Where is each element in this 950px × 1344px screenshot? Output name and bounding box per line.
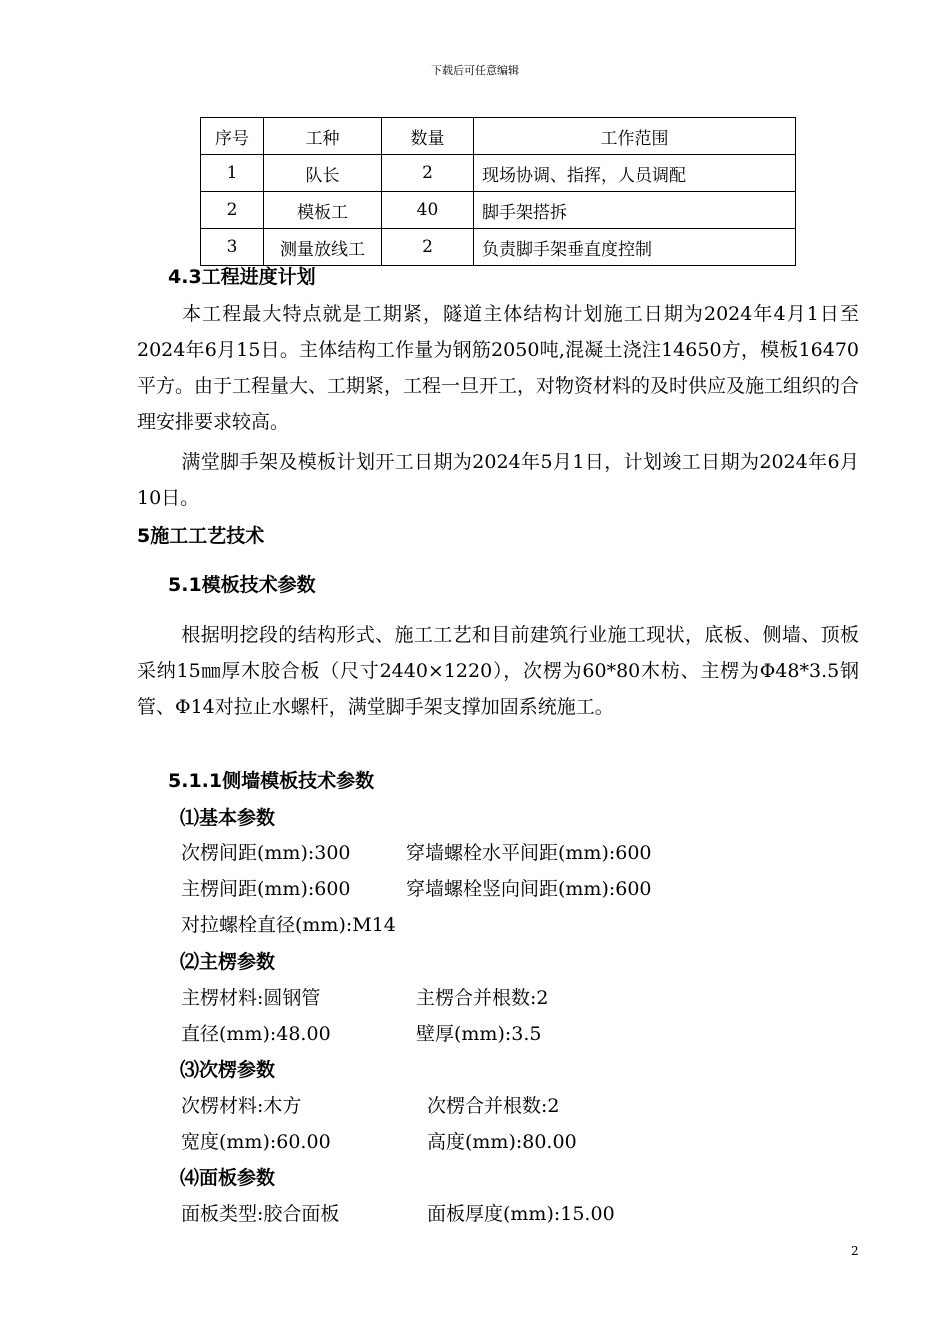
param-secondary-count: 次楞合并根数:2 [427,1095,560,1117]
table-cell: 2 [382,229,474,266]
param-panel-type: 面板类型:胶合面板 [181,1203,340,1225]
paragraph-scaffold-schedule [137,444,859,516]
section-heading-5: 5施工工艺技术 [137,525,265,547]
table-cell: 脚手架搭拆 [474,192,796,229]
paragraph-schedule [137,296,859,440]
table-cell: 负责脚手架垂直度控制 [474,229,796,266]
param-secondary-height: 高度(mm):80.00 [427,1131,577,1153]
section-heading-5-1-1: 5.1.1侧墙模板技术参数 [168,770,375,792]
param-main-spacing: 主楞间距(mm):600 [181,878,351,900]
table-cell: 40 [382,192,474,229]
param-secondary-material: 次楞材料:木方 [181,1095,302,1117]
paragraph-text: 根据明挖段的结构形式、施工工艺和目前建筑行业施工现状，底板、侧墙、顶板采纳15㎜厚木胶合板（尺寸2440×1220），次楞为60*80木枋、主楞为Φ48*3.5钢管、Φ14对拉止水螺杆，满堂脚手架支撑加固系统施工。 [137,624,859,718]
param-bolt-h-spacing: 穿墙螺栓水平间距(mm):600 [406,842,652,864]
param-bolt-v-spacing: 穿墙螺栓竖向间距(mm):600 [406,878,652,900]
main-params-title: ⑵主楞参数 [180,951,276,973]
paragraph-text: 满堂脚手架及模板计划开工日期为2024年5月1日，计划竣工日期为2024年6月10日。 [137,451,859,509]
panel-params-title: ⑷面板参数 [180,1167,276,1189]
secondary-params-title: ⑶次楞参数 [180,1059,276,1081]
table-header-row [201,118,796,155]
table-cell: 3 [201,229,264,266]
param-main-count: 主楞合并根数:2 [416,987,549,1009]
page-number: 2 [851,1244,859,1258]
table-row [201,192,796,229]
param-secondary-width: 宽度(mm):60.00 [181,1131,331,1153]
param-main-diameter: 直径(mm):48.00 [181,1023,331,1045]
param-secondary-spacing: 次楞间距(mm):300 [181,842,351,864]
table-header-cell: 数量 [382,118,474,155]
table-header-cell: 序号 [201,118,264,155]
page-header: 下载后可任意编辑 [431,64,519,77]
table-header-cell: 工作范围 [474,118,796,155]
table-cell: 测量放线工 [264,229,382,266]
basic-params-title: ⑴基本参数 [180,807,276,829]
table-cell: 现场协调、指挥，人员调配 [474,155,796,192]
table-cell: 队长 [264,155,382,192]
table-cell: 2 [382,155,474,192]
table-header-cell: 工种 [264,118,382,155]
param-panel-thickness: 面板厚度(mm):15.00 [427,1203,615,1225]
paragraph-text: 本工程最大特点就是工期紧，隧道主体结构计划施工日期为2024年4月1日至2024年6月15日。主体结构工作量为钢筋2050吨,混凝土浇注14650方，模板16470平方。由于工程量大、工期紧，工程一旦开工，对物资材料的及时供应及施工组织的合理安排要求较高。 [137,303,860,433]
param-main-wall-thickness: 壁厚(mm):3.5 [416,1023,542,1045]
table-cell: 模板工 [264,192,382,229]
param-bolt-diameter: 对拉螺栓直径(mm):M14 [181,914,396,936]
param-main-material: 主楞材料:圆钢管 [181,987,321,1009]
table-row [201,229,796,266]
section-heading-5-1: 5.1模板技术参数 [168,574,316,596]
staff-table [200,117,796,266]
table-cell: 2 [201,192,264,229]
paragraph-formwork [137,617,859,725]
table-row [201,155,796,192]
table-cell: 1 [201,155,264,192]
section-heading-4-3: 4.3工程进度计划 [168,266,316,288]
